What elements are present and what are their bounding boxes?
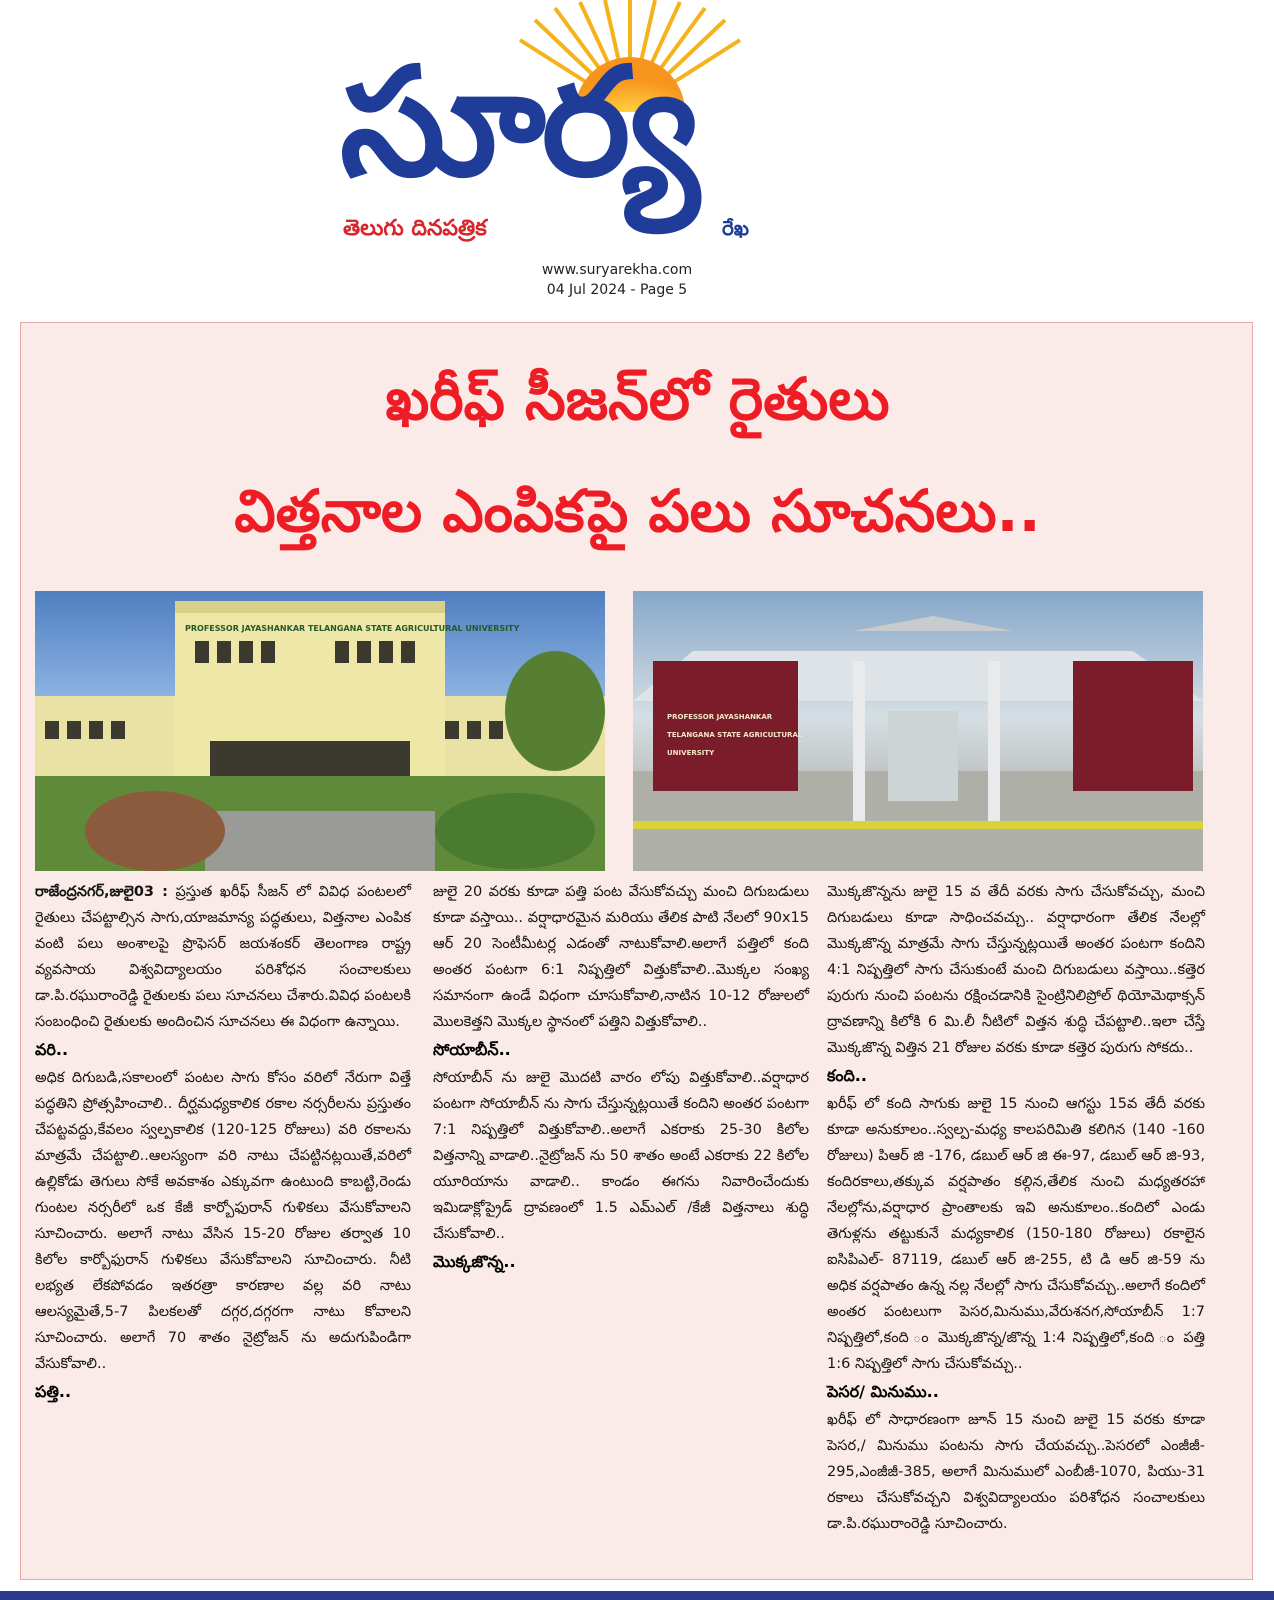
photo2-sign-line-1: PROFESSOR JAYASHANKAR (667, 713, 773, 721)
pesara-paragraph: ఖరీఫ్ లో సాధారణంగా జూన్ 15 నుంచి జులై 15 వరకు కూడా పెసర,/ మినుము పంటను సాగు చేయవచ్చు..పెసరలో ఎంజీజీ- 295,ఎంజీజీ-385, అలాగే మినుములో ఎంబీజీ-1070, పియు-31 రకాలు చేసుకోవచ్చని విశ్వవిద్యాలయం పరిశోధన సంచాలకులు డా.పి.రఘురాంరెడ్డి సూచించారు. (827, 1412, 1205, 1532)
article-card (20, 322, 1253, 1580)
dateline: రాజేంద్రనగర్,జులై03 : (35, 884, 168, 900)
photo2-sign-line-3: UNIVERSITY (667, 749, 715, 757)
article-column-2 (433, 879, 809, 1277)
university-building-photo (35, 591, 605, 871)
photo2-sign-line-2: TELANGANA STATE AGRICULTURAL (667, 731, 803, 739)
masthead (0, 0, 1274, 310)
section-heading-pesara: పెసర/ మినుము.. (827, 1382, 939, 1401)
mokkajonna-paragraph: మొక్కజొన్నను జులై 15 వ తేదీ వరకు సాగు చేసుకోవచ్చు, మంచి దిగుబడులు కూడా సాధించవచ్చు.. వర్షాధారంగా తేలిక నేలల్లో మొక్కజొన్న మాత్రమే సాగు చేస్తున్నట్లయితే అంతర పంటగా కందిని 4:1 నిష్పత్తిలో సాగు చేసుకుంటే మంచి దిగుబడులు వస్తాయి..కత్తెర పురుగు నుంచి పంటను రక్షించడానికి సైంట్రినిలిప్రోల్ థియోమెథాక్సన్ ద్రావణాన్ని కిలోకి 6 మి.లీ నీటిలో విత్తన శుద్ధి చేపట్టాలి..ఇలా చేస్తే మొక్కజొన్న విత్తిన 21 రోజుల వరకు కూడా కత్తెర పురుగు సోకదు.. (827, 884, 1205, 1056)
vari-paragraph: అధిక దిగుబడి,సకాలంలో పంటల సాగు కోసం వరిలో నేరుగా విత్తే పద్ధతిని ప్రోత్సహించాలి.. దీర్ఘమధ్యకాలిక రకాల నర్సరీలను ప్రస్తుతం చేపట్టవద్దు,కేవలం స్వల్పకాలిక (120-125 రోజులు) వరి రకాలను మాత్రమే చేపట్టాలి..ఆలస్యంగా వరి నాటు చేపట్టినట్లయితే,వరిలో ఉల్లికోడు తెగులు సోకే అవకాశం ఎక్కువగా ఉంటుంది కాబట్టి,రెండు గుంటల నర్సరీలో ఒక కేజీ కార్బోఫురాన్ గుళికలు వేసుకోవాలని సూచించారు. అలాగే నాటు వేసిన 15-20 రోజుల తర్వాత 10 కిలోల కార్బోఫురాన్ గుళికలు వేసుకోవాలని సూచించారు. నీటి లభ్యత లేకపోవడం ఇతరత్రా కారణాల వల్ల వరి నాటు ఆలస్యమైతే,5-7 పిలకలతో దగ్గర,దగ్గరగా నాటు కోవాలని సూచించారు. అలాగే 70 శాతం నైట్రోజన్ ను అదుగుపిండిగా వేసుకోవాలి.. (35, 1070, 411, 1372)
university-gate-photo (633, 591, 1203, 871)
photo1-sign-text: PROFESSOR JAYASHANKAR TELANGANA STATE AGRICULTURAL UNIVERSITY (185, 624, 520, 633)
intro-text: ప్రస్తుత ఖరీఫ్ సీజన్ లో వివిధ పంటలలో రైతులు చేపట్టాల్సిన సాగు,యాజమాన్య పద్ధతులు, విత్తనాల ఎంపిక వంటి పలు అంశాలపై ప్రొఫెసర్ జయశంకర్ తెలంగాణ రాష్ట్ర వ్యవసాయ విశ్వవిద్యాలయం పరిశోధన సంచాలకులు డా.పి.రఘురాంరెడ్డి రైతులకు పలు సూచనలు చేశారు.వివిధ పంటలకి సంబంధించి రైతులకు అందించిన సూచనలు ఈ విధంగా ఉన్నాయి. (35, 884, 412, 1030)
brand-logotype: సూర్య (340, 36, 696, 210)
intro-paragraph (35, 879, 411, 1035)
section-heading-kandi: కంది.. (827, 1066, 867, 1085)
bottom-rule (0, 1591, 1274, 1600)
brand-tagline: తెలుగు దినపత్రిక (343, 216, 487, 241)
article-column-1 (35, 879, 411, 1407)
section-heading-patti: పత్తి.. (35, 1382, 72, 1401)
soyabean-paragraph: సోయాబీన్ ను జులై మొదటి వారం లోపు విత్తుకోవాలి..వర్షాధార పంటగా సోయాబీన్ ను సాగు చేస్తున్నట్లయితే కందిని అంతర పంటగా 7:1 నిష్పత్తిలో విత్తుకోవాలి..అలాగే ఎకరాకు 25-30 కిలోల విత్తనాన్ని వాడాలి..నైట్రోజన్ ను 50 శాతం అంటే ఎకరాకు 22 కిలోల యూరియాను వాడాలి.. కాండం ఈగను నివారించేందుకు ఇమిడాక్లోప్రైడ్ ద్రావణంలో 1.5 ఎమ్ఎల్ /కేజీ విత్తనాలు శుద్ధి చేసుకోవాలి.. (433, 1070, 809, 1242)
website-url: www.suryarekha.com (541, 262, 693, 278)
section-heading-soyabean: సోయాబీన్.. (433, 1040, 511, 1059)
kandi-paragraph: ఖరీఫ్ లో కంది సాగుకు జులై 15 నుంచి ఆగస్టు 15వ తేదీ వరకు కూడా అనుకూలం..స్వల్ప-మధ్య కాలపరిమితి కలిగిన (140 -160 రోజులు) పిఆర్ జి -176, డబుల్ ఆర్ జి ఈ-97, డబుల్ ఆర్ జి-93, కందిరకాలు,తక్కువ వర్షపాతం కల్గిన,తేలిక నుంచి మధ్యతరహా నేలల్లోను,వర్షాధార ప్రాంతాలకు ఇవి అనుకూలం..కందిలో ఎండు తెగుళ్లను తట్టుకునే మధ్యకాలిక (150-180 రోజులు) రకాలైన ఐసిపిఎల్- 87119, డబుల్ ఆర్ జి-255, టి డి ఆర్ జి-59 ను అధిక వర్షపాతం ఉన్న నల్ల నేలల్లో సాగు చేసుకోవచ్చు..అలాగే కందిలో అంతర పంటలుగా పెసర,మినుము,వేరుశనగ,సోయాబీన్ 1:7 నిష్పత్తిలో,కంది ం మొక్కజొన్న/జొన్న 1:4 నిష్పత్తిలో,కంది ం పత్తి 1:6 నిష్పత్తిలో సాగు చేసుకోవచ్చు.. (827, 1096, 1205, 1372)
patti-paragraph: జులై 20 వరకు కూడా పత్తి పంట వేసుకోవచ్చు మంచి దిగుబడులు కూడా వస్తాయి.. వర్షాధారమైన మరియు తేలిక పాటి నేలలో 90x15 ఆర్ 20 సెంటీమీటర్ల ఎడంతో నాటుకోవాలి.అలాగే పత్తిలో కంది అంతర పంటగా 6:1 నిష్పత్తిలో విత్తుకోవాలి..మొక్కల సంఖ్య సమానంగా ఉండే విధంగా చూసుకోవాలి,నాటిన 10-12 రోజులలో మొలకెత్తని మొక్కల స్థానంలో పత్తిని విత్తుకోవాలి.. (433, 884, 809, 1030)
section-heading-mokkajonna: మొక్కజొన్న.. (433, 1252, 516, 1271)
headline-line-1: ఖరీఫ్ సీజన్‌లో రైతులు (385, 365, 890, 433)
brand-suffix: రేఖ (722, 216, 749, 240)
headline-line-2: విత్తనాల ఎంపికపై పలు సూచనలు.. (234, 477, 1041, 545)
section-heading-vari: వరి.. (35, 1040, 69, 1059)
edition-date-page: 04 Jul 2024 - Page 5 (546, 282, 688, 298)
article-column-3 (827, 879, 1205, 1537)
